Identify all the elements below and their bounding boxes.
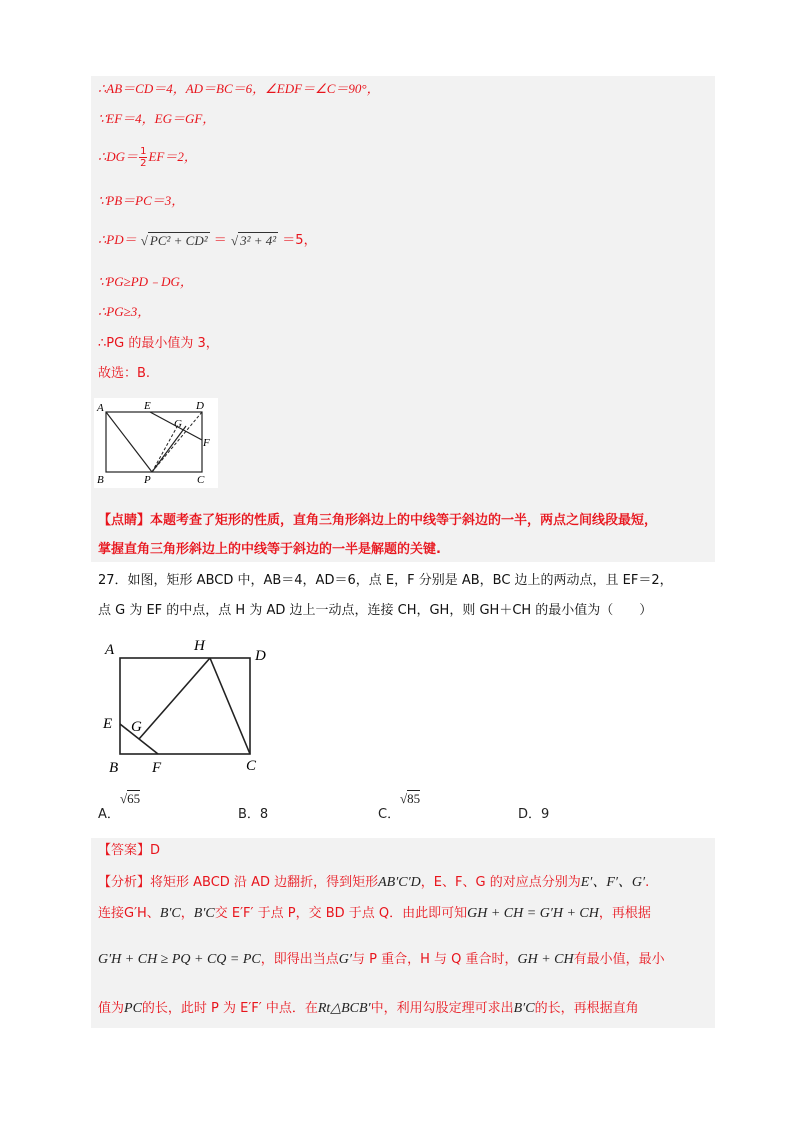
answer-line-5: 值为PC的长，此时 P 为 E′F′ 中点．在Rt△BCB′中，利用勾股定理可求出B′C的长，再根据直角 <box>98 1001 639 1016</box>
solution-line-5: ∴PD＝ √ PC² + CD² ＝ √ 3² + 4² ＝5， <box>98 232 317 248</box>
fig2-label-f: F <box>152 760 162 776</box>
radical-pc-cd: √ PC² + CD² <box>140 232 208 248</box>
fig2-label-b: B <box>109 760 119 776</box>
fig2-label-d: D <box>255 648 266 664</box>
fig1-label-c: C <box>197 474 205 486</box>
solution-figure <box>94 398 218 488</box>
sqrt-65: √65 <box>120 791 141 806</box>
question-line-1: 27．如图，矩形 ABCD 中，AB＝4，AD＝6，点 E，F 分别是 AB，BC 边上的两动点，且 EF＝2， <box>98 573 673 588</box>
sqrt-85: √85 <box>400 791 421 806</box>
solution-line-9: 故选：B. <box>98 366 151 381</box>
option-c: C． √85 <box>378 791 421 822</box>
question-figure <box>98 632 278 777</box>
option-b: B．8 <box>238 807 269 822</box>
option-d: D．9 <box>518 807 550 822</box>
fig2-label-g: G <box>131 719 142 735</box>
fig2-label-h: H <box>194 638 205 654</box>
fig2-label-a: A <box>105 642 115 658</box>
fig1-label-p: P <box>144 474 151 486</box>
comment-line-1: 【点睛】本题考查了矩形的性质，直角三角形斜边上的中线等于斜边的一半，两点之间线段最短， <box>98 513 658 528</box>
fig1-label-g: G <box>174 418 182 430</box>
solution-line-6: ∵PG≥PD﹣DG， <box>98 274 193 289</box>
fig1-label-f: F <box>203 437 210 449</box>
fraction-half: $\frac{1}{2}$ <box>140 146 147 169</box>
solution-line-3: ∴DG＝ $\frac{1}{2}$ EF＝2， <box>98 146 197 169</box>
solution-line-1: ∴AB＝CD＝4，AD＝BC＝6，∠EDF＝∠C＝90°， <box>98 81 380 96</box>
answer-line-2: 【分析】将矩形 ABCD 沿 AD 边翻折，得到矩形AB′C′D，E、F、G 的对应点分别为E′、F′、G′. <box>98 875 650 890</box>
option-a: A． √65 <box>98 791 141 822</box>
solution-line-2: ∵EF＝4，EG＝GF， <box>98 111 216 126</box>
fig1-label-d: D <box>196 400 204 412</box>
solution-line-4: ∵PB＝PC＝3， <box>98 193 185 208</box>
fig1-label-b: B <box>97 474 104 486</box>
fig1-label-a: A <box>97 402 104 414</box>
fig1-label-e: E <box>144 400 151 412</box>
answer-line-1: 【答案】D <box>98 843 161 858</box>
question-line-2: 点 G 为 EF 的中点，点 H 为 AD 边上一动点，连接 CH，GH，则 GH＋CH 的最小值为（ ） <box>98 603 653 618</box>
radical-3-4: √ 3² + 4² <box>230 232 277 248</box>
comment-line-2: 掌握直角三角形斜边上的中线等于斜边的一半是解题的关键. <box>98 542 441 557</box>
answer-line-3: 连接G′H、B′C，B′C交 E′F′ 于点 P，交 BD 于点 Q．由此即可知GH + CH = G′H + CH，再根据 <box>98 906 651 921</box>
fig2-label-e: E <box>103 716 113 732</box>
solution-line-7: ∴PG≥3， <box>98 304 151 319</box>
answer-line-4: G′H + CH ≥ PQ + CQ = PC，即得出当点G′与 P 重合，H 与 Q 重合时，GH + CH有最小值，最小 <box>98 952 665 967</box>
solution-line-8: ∴PG 的最小值为 3， <box>98 336 219 351</box>
fig2-label-c: C <box>246 758 257 774</box>
